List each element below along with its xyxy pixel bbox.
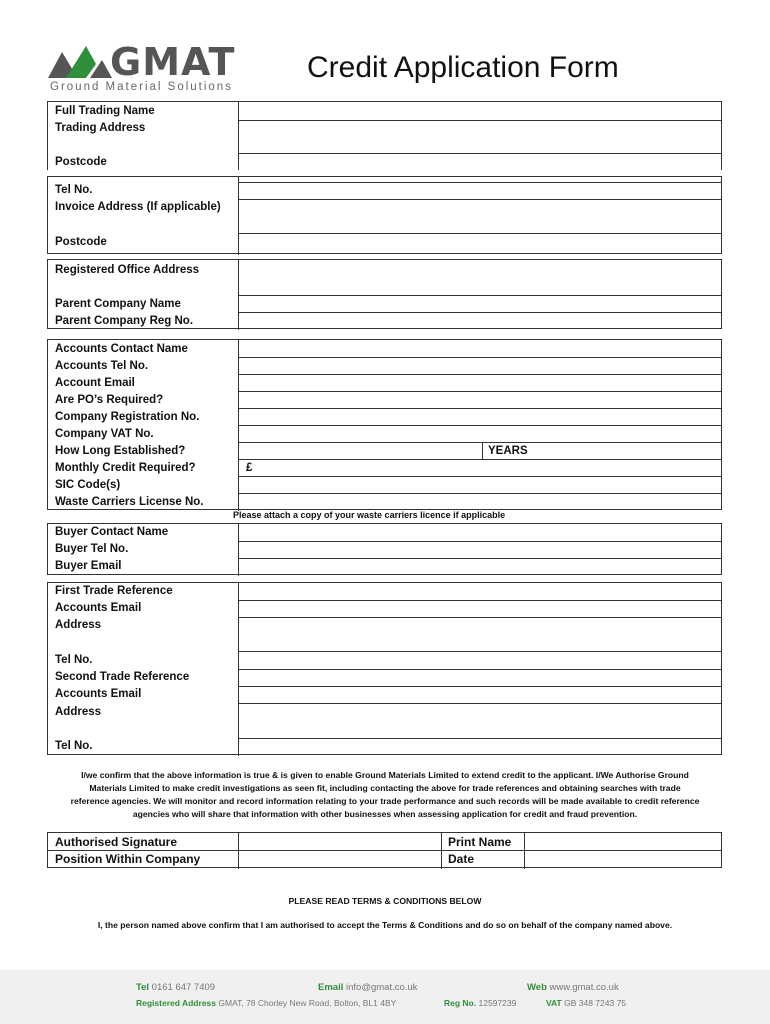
field-label: Parent Company Reg No. [55, 315, 194, 327]
field-label: Company Registration No. [55, 411, 200, 423]
field-label: Monthly Credit Required? [55, 462, 196, 474]
logo-wordmark: GMAT [110, 40, 236, 84]
waste-carriers-note: Please attach a copy of your waste carriers licence if applicable [233, 510, 506, 520]
position-input[interactable] [239, 851, 441, 868]
terms-statement: I, the person named above confirm that I am authorised to accept the Terms & Conditions and do so on behalf of the company named above. [97, 920, 673, 930]
field-label: Are PO’s Required? [55, 394, 164, 406]
field-label: Second Trade Reference [55, 671, 190, 683]
page-title: Credit Application Form [307, 51, 619, 84]
confirmation-statement: I/we confirm that the above information is true & is given to enable Ground Materials Limited to extend credit to the applicant. I/We Authorise Ground Materials Limited to make credit investigations as seen fit, including contacting the above for trade references and obtaining searches with trade reference agencies. We will monitor and record information relating to your trade performance and such records will be made available to credit reference agencies who will share that information with other businesses when assessing application for credit and fraud prevention. [70, 770, 700, 819]
registered-office-section [47, 259, 722, 329]
field-label: Accounts Contact Name [55, 343, 188, 355]
field-label: First Trade Reference [55, 585, 173, 597]
field-label: Accounts Tel No. [55, 360, 149, 372]
trading-details-section [47, 101, 722, 254]
years-label: YEARS [488, 445, 528, 457]
signature-section [47, 832, 722, 868]
field-label: Full Trading Name [55, 105, 155, 117]
footer-web[interactable]: Web www.gmat.co.uk [527, 982, 619, 993]
field-label: Buyer Contact Name [55, 526, 169, 538]
footer-vat: VAT GB 348 7243 75 [546, 998, 627, 1008]
field-label: Trading Address [55, 122, 146, 134]
field-label: Tel No. [55, 184, 93, 196]
position-label: Position Within Company [55, 852, 201, 866]
footer-reg-address: Registered Address GMAT, 78 Chorley New Road, Bolton, BL1 4BY [136, 998, 397, 1008]
signature-input[interactable] [239, 833, 441, 850]
field-label: Postcode [55, 156, 107, 168]
trade-references-section [47, 582, 722, 755]
terms-heading: PLEASE READ TERMS & CONDITIONS BELOW [288, 896, 482, 906]
buyer-section [47, 523, 722, 575]
pound-sign: £ [246, 462, 253, 474]
footer-email[interactable]: Email info@gmat.co.uk [318, 982, 418, 993]
footer-tel: Tel 0161 647 7409 [136, 982, 216, 993]
footer-reg-no: Reg No. 12597239 [444, 998, 517, 1008]
trading-address-input[interactable] [239, 121, 721, 153]
field-label: Buyer Email [55, 560, 122, 572]
field-label: SIC Code(s) [55, 479, 121, 491]
field-label: How Long Established? [55, 445, 186, 457]
field-label: Invoice Address (If applicable) [55, 201, 221, 213]
logo-tagline: Ground Material Solutions [50, 81, 233, 93]
field-label: Address [55, 619, 102, 631]
field-label: Tel No. [55, 654, 93, 666]
accounts-section [47, 339, 722, 510]
print-name-label: Print Name [448, 835, 512, 849]
field-label: Accounts Email [55, 688, 142, 700]
field-label: Postcode [55, 236, 107, 248]
print-name-input[interactable] [525, 833, 721, 850]
field-label: Account Email [55, 377, 135, 389]
field-label: Accounts Email [55, 602, 142, 614]
date-label: Date [448, 852, 475, 866]
full-trading-name-input[interactable] [239, 102, 721, 120]
date-input[interactable] [525, 851, 721, 868]
field-label: Buyer Tel No. [55, 543, 129, 555]
field-label: Registered Office Address [55, 264, 200, 276]
field-label: Waste Carriers License No. [55, 496, 204, 508]
authorised-signature-label: Authorised Signature [55, 835, 178, 849]
footer [0, 970, 770, 1024]
field-label: Tel No. [55, 740, 93, 752]
field-label: Parent Company Name [55, 298, 181, 310]
field-label: Address [55, 706, 102, 718]
field-label: Company VAT No. [55, 428, 154, 440]
registered-office-input[interactable] [239, 260, 721, 295]
